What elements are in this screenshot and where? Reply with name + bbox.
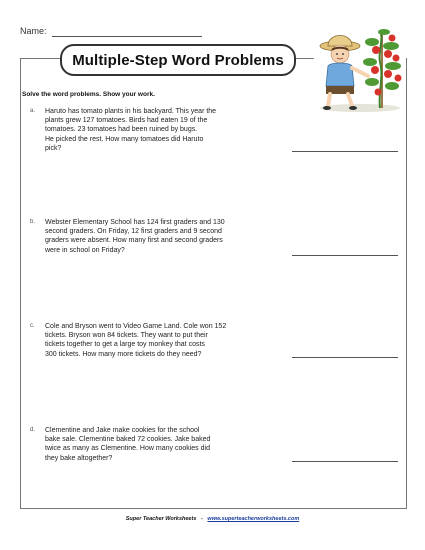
footer: [0, 516, 425, 522]
problem-line: graders were absent. How many first and second graders: [45, 237, 223, 245]
boy-hat-crown: [328, 36, 352, 47]
boy-arm: [352, 68, 368, 76]
problem-line: Webster Elementary School has 124 first graders and 130: [45, 219, 225, 226]
answer-line-a[interactable]: [292, 151, 398, 152]
problem-letter: a.: [30, 108, 36, 114]
answer-line-c[interactable]: [292, 357, 398, 358]
instructions: Solve the word problems. Show your work.: [22, 91, 155, 98]
problem-line: pick?: [45, 144, 62, 152]
boy-with-tomato-plant-illustration: [308, 22, 408, 114]
problem-text: [45, 426, 275, 463]
problem-line: tomatoes. 23 tomatoes had been ruined by bugs.: [45, 126, 198, 134]
problem-text: [45, 218, 275, 255]
problem-letter: c.: [30, 323, 35, 329]
problem-line: tickets. Bryson won 84 tickets. They want to put their: [45, 332, 208, 340]
problem-letter: d.: [30, 427, 36, 433]
problem-line: Clementine and Jake make cookies for the school: [45, 427, 200, 434]
name-line: [52, 36, 202, 37]
problem-text: [45, 107, 275, 153]
problem-line: Cole and Bryson went to Video Game Land. Cole won 152: [45, 323, 227, 330]
page-title: Multiple-Step Word Problems: [72, 51, 284, 69]
boy-shirt: [326, 63, 354, 86]
problem-line: tickets together to get a large toy monkey that costs: [45, 341, 205, 349]
answer-line-d[interactable]: [292, 461, 398, 462]
problem-line: they bake altogether?: [45, 454, 113, 462]
footer-link[interactable]: www.superteacherworksheets.com: [207, 516, 300, 522]
problem-line: 300 tickets. How many more tickets do they need?: [45, 350, 202, 358]
problem-line: were in school on Friday?: [45, 246, 125, 254]
footer-brand: Super Teacher Worksheets: [125, 516, 197, 522]
footer-separator: -: [200, 516, 203, 522]
answer-line-b[interactable]: [292, 255, 398, 256]
problem-line: plants grew 127 tomatoes. Birds had eaten 19 of the: [45, 117, 208, 125]
problem-line: second graders. On Friday, 12 first graders and 9 second: [45, 228, 222, 236]
problem-text: [45, 322, 275, 359]
problem-line: twice as many as Clementine. How many cookies did: [45, 445, 210, 453]
name-label: Name:: [20, 26, 47, 36]
problem-line: He picked the rest. How many tomatoes did Haruto: [45, 135, 204, 143]
problem-line: bake sale. Clementine baked 72 cookies. Jake baked: [45, 436, 211, 444]
problem-line: Haruto has tomato plants in his backyard. This year the: [45, 108, 217, 115]
problem-letter: b.: [30, 219, 36, 225]
ground-shadow: [320, 104, 400, 112]
title-box: [60, 44, 296, 76]
